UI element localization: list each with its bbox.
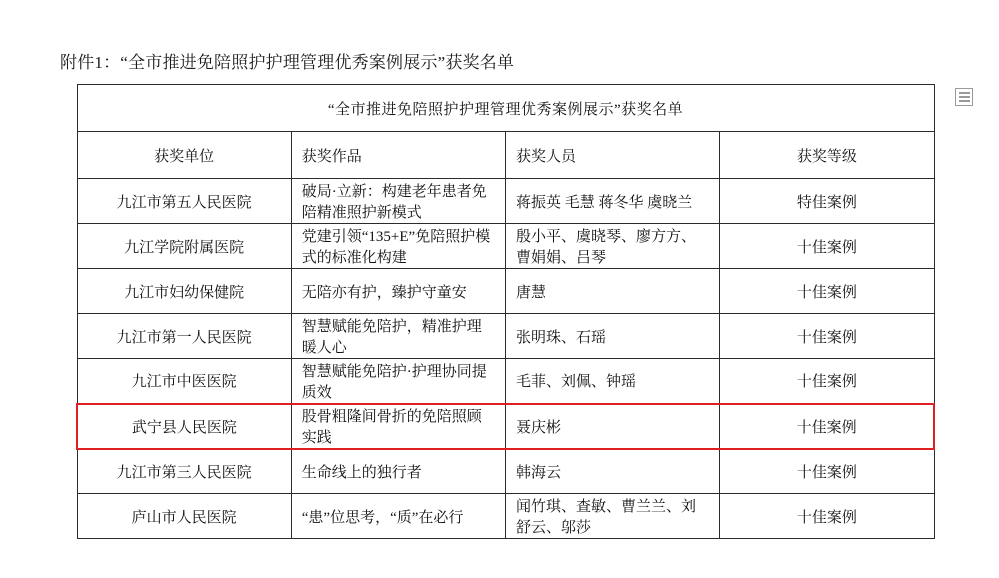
- column-header-work: 获奖作品: [291, 132, 505, 179]
- cell-unit: 九江市妇幼保健院: [77, 269, 291, 314]
- cell-work: 党建引领“135+E”免陪照护模式的标准化构建: [291, 224, 505, 269]
- cell-people: 毛菲、刘佩、钟瑶: [506, 359, 720, 404]
- cell-work: 无陪亦有护，臻护守童安: [291, 269, 505, 314]
- cell-people: 蒋振英 毛慧 蒋冬华 虞晓兰: [506, 179, 720, 224]
- document-thumbnail-icon[interactable]: [955, 88, 973, 106]
- cell-level: 特佳案例: [720, 179, 934, 224]
- cell-work: 智慧赋能免陪护，精准护理暖人心: [291, 314, 505, 359]
- award-list-table: [76, 84, 935, 539]
- cell-unit: 庐山市人民医院: [77, 494, 291, 539]
- cell-level: 十佳案例: [720, 404, 934, 449]
- column-header-people: 获奖人员: [506, 132, 720, 179]
- cell-people: 韩海云: [506, 449, 720, 494]
- cell-people: 聂庆彬: [506, 404, 720, 449]
- table-row-highlighted: [77, 404, 934, 449]
- table-title-row: [77, 85, 934, 132]
- table-row: [77, 269, 934, 314]
- cell-level: 十佳案例: [720, 269, 934, 314]
- cell-unit: 九江学院附属医院: [77, 224, 291, 269]
- cell-people: 殷小平、虞晓琴、廖方方、曹娟娟、吕琴: [506, 224, 720, 269]
- table-row: [77, 359, 934, 404]
- cell-people: 张明珠、石瑶: [506, 314, 720, 359]
- cell-level: 十佳案例: [720, 359, 934, 404]
- cell-people: 闻竹琪、查敏、曹兰兰、刘舒云、邬莎: [506, 494, 720, 539]
- cell-work: 破局·立新：构建老年患者免陪精准照护新模式: [291, 179, 505, 224]
- table-row: [77, 494, 934, 539]
- cell-people: 唐慧: [506, 269, 720, 314]
- cell-unit: 九江市中医医院: [77, 359, 291, 404]
- cell-level: 十佳案例: [720, 314, 934, 359]
- column-header-level: 获奖等级: [720, 132, 934, 179]
- cell-unit: 九江市第三人民医院: [77, 449, 291, 494]
- attachment-caption: 附件1：“全市推进免陪照护护理管理优秀案例展示”获奖名单: [60, 53, 515, 72]
- cell-level: 十佳案例: [720, 494, 934, 539]
- cell-work: 股骨粗隆间骨折的免陪照顾实践: [291, 404, 505, 449]
- table-row: [77, 449, 934, 494]
- cell-work: “患”位思考，“质”在必行: [291, 494, 505, 539]
- table-header-row: [77, 132, 934, 179]
- table-row: [77, 224, 934, 269]
- table-title: “全市推进免陪照护护理管理优秀案例展示”获奖名单: [77, 85, 934, 132]
- cell-unit: 九江市第一人民医院: [77, 314, 291, 359]
- cell-unit: 九江市第五人民医院: [77, 179, 291, 224]
- cell-level: 十佳案例: [720, 449, 934, 494]
- table-row: [77, 179, 934, 224]
- cell-unit: 武宁县人民医院: [77, 404, 291, 449]
- cell-work: 生命线上的独行者: [291, 449, 505, 494]
- column-header-unit: 获奖单位: [77, 132, 291, 179]
- cell-level: 十佳案例: [720, 224, 934, 269]
- table-body: [77, 179, 934, 539]
- table-head: [77, 85, 934, 179]
- table-row: [77, 314, 934, 359]
- cell-work: 智慧赋能免陪护·护理协同提质效: [291, 359, 505, 404]
